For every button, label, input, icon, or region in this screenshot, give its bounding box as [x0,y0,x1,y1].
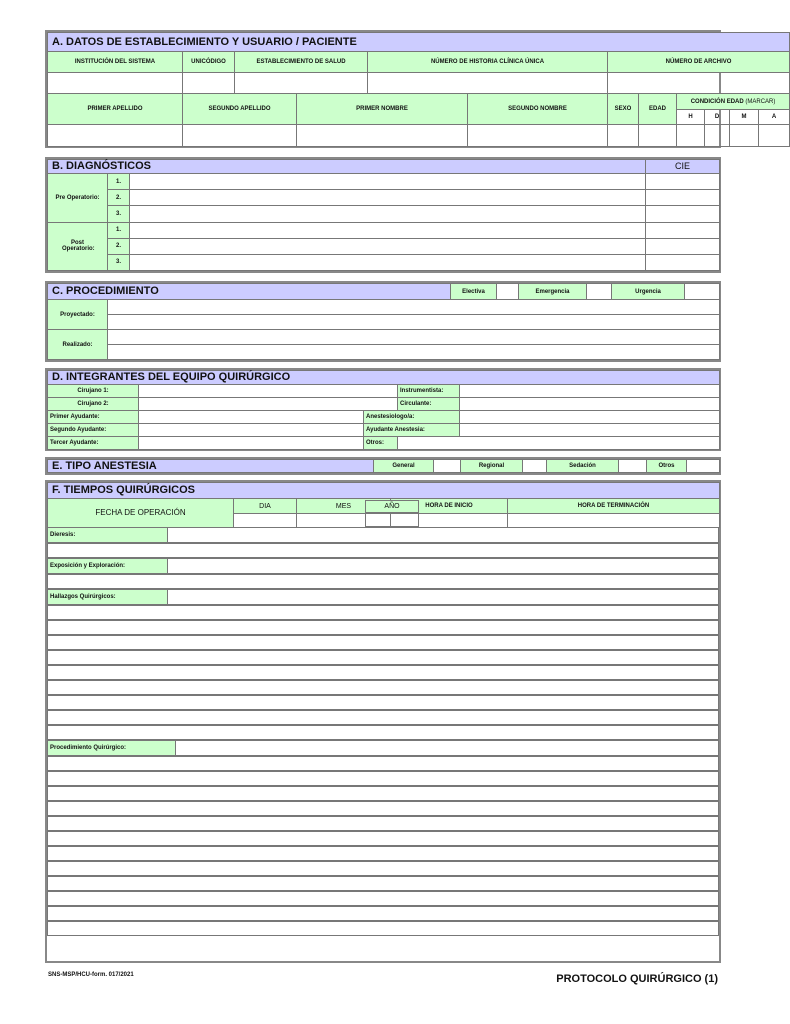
label-hora-terminacion: HORA DE TERMINACIÓN [508,499,720,514]
label-circulante: Circulante: [398,398,460,411]
field-primer-nombre[interactable] [297,125,468,147]
field-tercer-ayudante[interactable] [139,437,364,450]
section-b [45,157,721,273]
label-primer-ayudante: Primer Ayudante: [48,411,139,424]
label-urgencia: Urgencia [612,284,685,300]
field-diag-pre-2[interactable] [130,190,646,206]
field-exposicion[interactable] [168,559,718,573]
notes-line[interactable] [47,680,719,695]
label-procedimiento-quirurgico: Procedimiento Quirúrgico: [48,741,176,755]
section-d [45,368,721,451]
field-realizado-1[interactable] [108,330,720,345]
row-procedimiento-quirurgico [47,740,719,756]
diag-num: 2. [108,190,130,206]
label-institucion: INSTITUCIÓN DEL SISTEMA [48,52,183,73]
field-edad[interactable] [639,125,677,147]
diag-num: 1. [108,174,130,190]
check-a[interactable] [759,125,790,147]
field-segundo-nombre[interactable] [468,125,608,147]
diag-num: 3. [108,206,130,222]
row-hallazgos [47,589,719,605]
field-proyectado-2[interactable] [108,315,720,330]
notes-line[interactable] [47,906,719,921]
field-hora-terminacion[interactable] [508,514,720,528]
field-primer-ayudante[interactable] [139,411,364,424]
label-hallazgos: Hallazgos Quirúrgicos: [48,590,168,604]
check-general[interactable] [434,460,461,473]
label-cirujano-1: Cirujano 1: [48,385,139,398]
label-ayudante-anestesia: Ayudante Anestesia: [364,424,460,437]
check-h[interactable] [677,125,705,147]
field-dia[interactable] [234,514,297,528]
label-cie: CIE [646,160,720,174]
field-historia-clinica[interactable] [368,73,608,94]
field-numero-archivo[interactable] [608,73,790,94]
field-hallazgos[interactable] [168,590,718,604]
section-a-title: A. DATOS DE ESTABLECIMIENTO Y USUARIO / PACIENTE [48,33,790,52]
notes-line[interactable] [47,650,719,665]
label-tercer-ayudante: Tercer Ayudante: [48,437,139,450]
notes-line[interactable] [47,543,719,558]
field-segundo-ayudante[interactable] [139,424,364,437]
field-cirujano-1[interactable] [139,385,398,398]
field-sexo[interactable] [608,125,639,147]
diag-num: 1. [108,222,130,238]
label-condicion-edad [677,94,790,110]
field-establecimiento[interactable] [235,73,368,94]
field-diag-post-1[interactable] [130,222,646,238]
section-c [45,281,721,362]
section-a [45,30,777,148]
field-dieresis[interactable] [168,528,718,542]
section-b-title: B. DIAGNÓSTICOS [48,160,646,174]
label-realizado: Realizado: [48,330,108,360]
section-e [45,457,721,475]
label-marcar: (MARCAR) [745,98,776,105]
field-realizado-2[interactable] [108,345,720,360]
notes-line[interactable] [47,710,719,725]
field-cie-post-3[interactable] [646,254,720,270]
check-electiva[interactable] [497,284,519,300]
field-institucion[interactable] [48,73,183,94]
label-segundo-ayudante: Segundo Ayudante: [48,424,139,437]
notes-line[interactable] [47,574,719,589]
label-otros-anestesia: Otros [647,460,687,473]
check-urgencia[interactable] [685,284,720,300]
field-diag-post-3[interactable] [130,254,646,270]
field-diag-pre-3[interactable] [130,206,646,222]
field-proyectado-1[interactable] [108,300,720,315]
field-diag-pre-1[interactable] [130,174,646,190]
field-primer-apellido[interactable] [48,125,183,147]
field-circulante[interactable] [460,398,720,411]
notes-line[interactable] [47,861,719,876]
field-anestesiologo[interactable] [460,411,720,424]
label-numero-archivo: NÚMERO DE ARCHIVO [608,52,790,73]
label-sexo: SEXO [608,94,639,125]
field-cie-post-2[interactable] [646,238,720,254]
notes-line[interactable] [47,771,719,786]
notes-line[interactable] [47,786,719,801]
check-emergencia[interactable] [587,284,612,300]
label-condicion-edad-text: CONDICIÓN EDAD [690,98,744,105]
section-e-title: E. TIPO ANESTESIA [48,460,374,473]
label-mes: MES [297,499,391,514]
field-otros-equipo[interactable] [398,437,720,450]
row-dieresis [47,527,719,543]
notes-line[interactable] [47,891,719,906]
label-emergencia: Emergencia [519,284,587,300]
field-ayudante-anestesia[interactable] [460,424,720,437]
field-procedimiento-quirurgico[interactable] [176,741,718,755]
cond-opt-a: A [759,110,790,125]
check-m[interactable] [730,125,759,147]
check-sedacion[interactable] [619,460,647,473]
check-otros-anestesia[interactable] [687,460,720,473]
notes-line[interactable] [47,831,719,846]
cond-opt-m: M [730,110,759,125]
label-otros: Otros: [364,437,398,450]
label-establecimiento: ESTABLECIMIENTO DE SALUD [235,52,368,73]
field-cie-pre-2[interactable] [646,190,720,206]
notes-line[interactable] [47,725,719,740]
field-anio[interactable] [365,513,419,527]
notes-area [47,527,719,936]
label-fecha-operacion: FECHA DE OPERACIÓN [48,499,234,528]
section-c-title: C. PROCEDIMIENTO [48,284,451,300]
check-d[interactable] [705,125,730,147]
section-f-title: F. TIEMPOS QUIRÚRGICOS [48,483,720,499]
form-code: SNS-MSP/HCU-form. 017/2021 [48,972,134,978]
label-pre-operatorio: Pre Operatorio: [48,174,108,222]
field-unicodigo[interactable] [183,73,235,94]
label-anio: AÑO [365,500,419,513]
notes-line[interactable] [47,816,719,831]
label-edad: EDAD [639,94,677,125]
label-hora-inicio: HORA DE INICIO [391,499,508,514]
label-segundo-apellido: SEGUNDO APELLIDO [183,94,297,125]
notes-line[interactable] [47,846,719,861]
notes-line[interactable] [47,756,719,771]
label-regional: Regional [461,460,523,473]
label-primer-nombre: PRIMER NOMBRE [297,94,468,125]
section-f [45,480,721,963]
label-historia-clinica: NÚMERO DE HISTORIA CLÍNICA ÚNICA [368,52,608,73]
diag-num: 2. [108,238,130,254]
label-unicodigo: UNICÓDIGO [183,52,235,73]
label-instrumentista: Instrumentista: [398,385,460,398]
cond-opt-h: H [677,110,705,125]
label-general: General [374,460,434,473]
notes-line[interactable] [47,620,719,635]
label-primer-apellido: PRIMER APELLIDO [48,94,183,125]
notes-line[interactable] [47,605,719,620]
notes-line[interactable] [47,665,719,680]
field-cirujano-2[interactable] [139,398,398,411]
field-cie-pre-1[interactable] [646,174,720,190]
field-cie-post-1[interactable] [646,222,720,238]
label-segundo-nombre: SEGUNDO NOMBRE [468,94,608,125]
label-sedacion: Sedación [547,460,619,473]
field-segundo-apellido[interactable] [183,125,297,147]
label-cirujano-2: Cirujano 2: [48,398,139,411]
cond-opt-d: D [705,110,730,125]
check-regional[interactable] [523,460,547,473]
notes-line[interactable] [47,801,719,816]
notes-line[interactable] [47,876,719,891]
row-exposicion [47,558,719,574]
field-diag-post-2[interactable] [130,238,646,254]
label-anestesiologo: Anestesiologo/a: [364,411,460,424]
label-post-operatorio: Post Operatorio: [48,222,108,270]
field-instrumentista[interactable] [460,385,720,398]
label-dieresis: Dieresis: [48,528,168,542]
field-cie-pre-3[interactable] [646,206,720,222]
notes-line[interactable] [47,921,719,936]
label-proyectado: Proyectado: [48,300,108,330]
label-exposicion: Exposición y Exploración: [48,559,168,573]
form-title: PROTOCOLO QUIRÚRGICO (1) [556,973,718,985]
notes-line[interactable] [47,695,719,710]
notes-line[interactable] [47,635,719,650]
section-d-title: D. INTEGRANTES DEL EQUIPO QUIRÚRGICO [48,371,720,385]
label-electiva: Electiva [451,284,497,300]
diag-num: 3. [108,254,130,270]
label-dia: DIA [234,499,297,514]
